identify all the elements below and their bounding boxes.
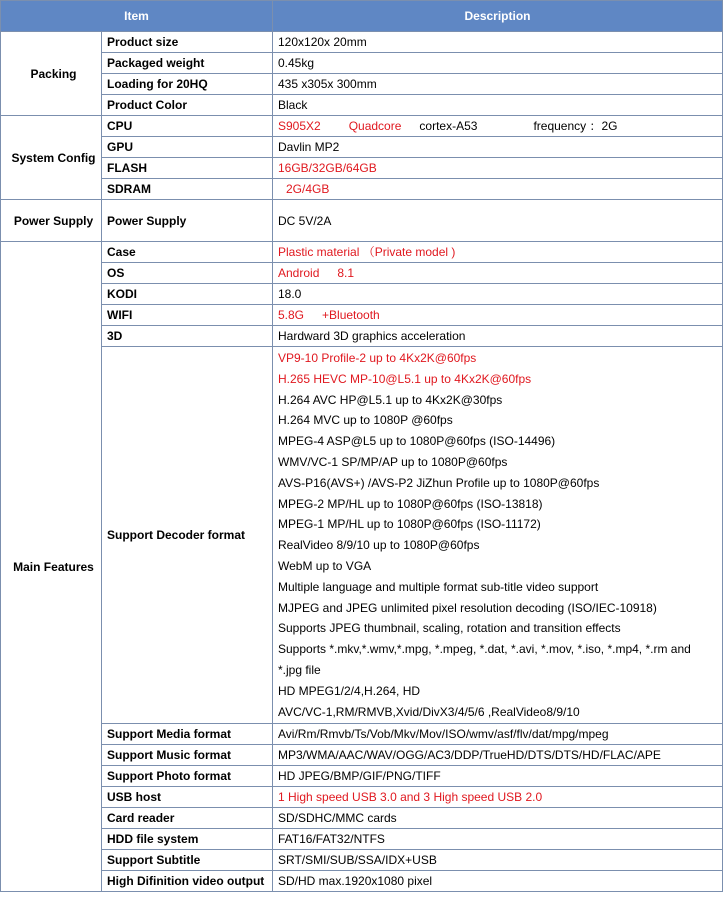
decoder-line: HD MPEG1/2/4,H.264, HD [278,683,421,698]
cpu-arch: cortex-A53 [419,119,478,133]
row-value: Plastic material （Private model ) [273,242,723,263]
decoder-line: MPEG-2 MP/HL up to 1080P@60fps (ISO-13818) [278,496,543,511]
row-value: Avi/Rm/Rmvb/Ts/Vob/Mkv/Mov/ISO/wmv/asf/flv/dat/mpg/mpeg [273,724,723,745]
row-value: 435 x305x 300mm [273,74,723,95]
row-label: GPU [102,137,273,158]
row-label: Card reader [102,808,273,829]
row-label: High Difinition video output [102,871,273,892]
row-value: Black [273,95,723,116]
row-value-cpu [273,116,723,137]
row-label: Power Supply [102,200,273,242]
table-row [1,829,723,850]
row-value: 0.45kg [273,53,723,74]
row-label: Support Media format [102,724,273,745]
row-value: SD/SDHC/MMC cards [273,808,723,829]
table-row [1,263,723,284]
table-row [1,137,723,158]
decoder-line: MPEG-1 MP/HL up to 1080P@60fps (ISO-11172) [278,517,541,532]
category-main-features: Main Features [1,242,102,892]
category-power-supply: Power Supply [1,200,102,242]
category-system-config: System Config [1,116,102,200]
sdram-value: 2G/4GB [286,182,330,196]
row-value: 120x120x 20mm [273,32,723,53]
header-item: Item [1,1,273,32]
wifi-bluetooth: +Bluetooth [322,308,380,322]
table-row [1,32,723,53]
table-row [1,766,723,787]
row-label: OS [102,263,273,284]
row-label: Support Photo format [102,766,273,787]
row-label: Product Color [102,95,273,116]
decoder-line: MPEG-4 ASP@L5 up to 1080P@60fps (ISO-14496) [278,434,556,449]
row-value: MP3/WMA/AAC/WAV/OGG/AC3/DDP/TrueHD/DTS/DTS/HD/FLAC/APE [273,745,723,766]
table-row [1,53,723,74]
decoder-line: AVS-P16(AVS+) /AVS-P2 JiZhun Profile up to 1080P@60fps [278,475,600,490]
row-label: SDRAM [102,179,273,200]
table-row [1,116,723,137]
table-row [1,808,723,829]
row-value: FAT16/FAT32/NTFS [273,829,723,850]
table-row [1,305,723,326]
row-label: FLASH [102,158,273,179]
table-row [1,326,723,347]
row-label: Case [102,242,273,263]
os-name: Android [278,266,320,280]
decoder-line: H.265 HEVC MP-10@L5.1 up to 4Kx2K@60fps [278,371,532,386]
decoder-line: AVC/VC-1,RM/RMVB,Xvid/DivX3/4/5/6 ,RealVideo8/9/10 [278,704,580,719]
row-label: Support Subtitle [102,850,273,871]
decoder-line: Supports JPEG thumbnail, scaling, rotation and transition effects [278,621,621,636]
table-row [1,745,723,766]
row-label: WIFI [102,305,273,326]
row-value: 18.0 [273,284,723,305]
decoder-line: WebM up to VGA [278,558,372,573]
table-row [1,724,723,745]
cpu-cores: Quadcore [348,119,402,133]
table-row [1,871,723,892]
row-label: KODI [102,284,273,305]
cpu-frequency: frequency ：2G [533,119,618,133]
decoder-line: MJPEG and JPEG unlimited pixel resolution decoding (ISO/IEC-10918) [278,600,657,615]
wifi-band: 5.8G [278,308,305,322]
row-value: Davlin MP2 [273,137,723,158]
cpu-model: S905X2 [278,119,321,133]
row-value: 16GB/32GB/64GB [273,158,723,179]
decoder-line: RealVideo 8/9/10 up to 1080P@60fps [278,538,480,553]
row-value: Hardward 3D graphics acceleration [273,326,723,347]
row-label: CPU [102,116,273,137]
row-value: 1 High speed USB 3.0 and 3 High speed USB 2.0 [273,787,723,808]
row-label: 3D [102,326,273,347]
row-value [273,305,723,326]
table-row [1,284,723,305]
table-row [1,179,723,200]
row-label: Support Decoder format [102,347,273,724]
table-row [1,95,723,116]
decoder-line: Multiple language and multiple format sub-title video support [278,579,599,594]
decoder-line: *.jpg file [278,662,321,677]
decoder-line: H.264 MVC up to 1080P @60fps [278,413,453,428]
row-label: Product size [102,32,273,53]
row-value: SRT/SMI/SUB/SSA/IDX+USB [273,850,723,871]
decoder-line: WMV/VC-1 SP/MP/AP up to 1080P@60fps [278,454,508,469]
row-value [273,179,723,200]
table-row [1,347,723,724]
decoder-line: VP9-10 Profile-2 up to 4Kx2K@60fps [278,351,477,365]
os-version: 8.1 [337,266,355,280]
row-label: Packaged weight [102,53,273,74]
row-value: DC 5V/2A [273,200,723,242]
decoder-line: H.264 AVC HP@L5.1 up to 4Kx2K@30fps [278,392,503,407]
table-row [1,200,723,242]
category-packing: Packing [1,32,102,116]
row-label: Support Music format [102,745,273,766]
row-label: HDD file system [102,829,273,850]
row-value: SD/HD max.1920x1080 pixel [273,871,723,892]
header-row [1,1,723,32]
row-label: USB host [102,787,273,808]
table-row [1,242,723,263]
decoder-line: Supports *.mkv,*.wmv,*.mpg, *.mpeg, *.dat, *.avi, *.mov, *.iso, *.mp4, *.rm and [278,642,691,657]
header-description: Description [273,1,723,32]
decoder-list [273,347,723,724]
row-value: HD JPEG/BMP/GIF/PNG/TIFF [273,766,723,787]
table-row [1,850,723,871]
row-label: Loading for 20HQ [102,74,273,95]
table-row [1,787,723,808]
table-row [1,158,723,179]
table-row [1,74,723,95]
row-value [273,263,723,284]
